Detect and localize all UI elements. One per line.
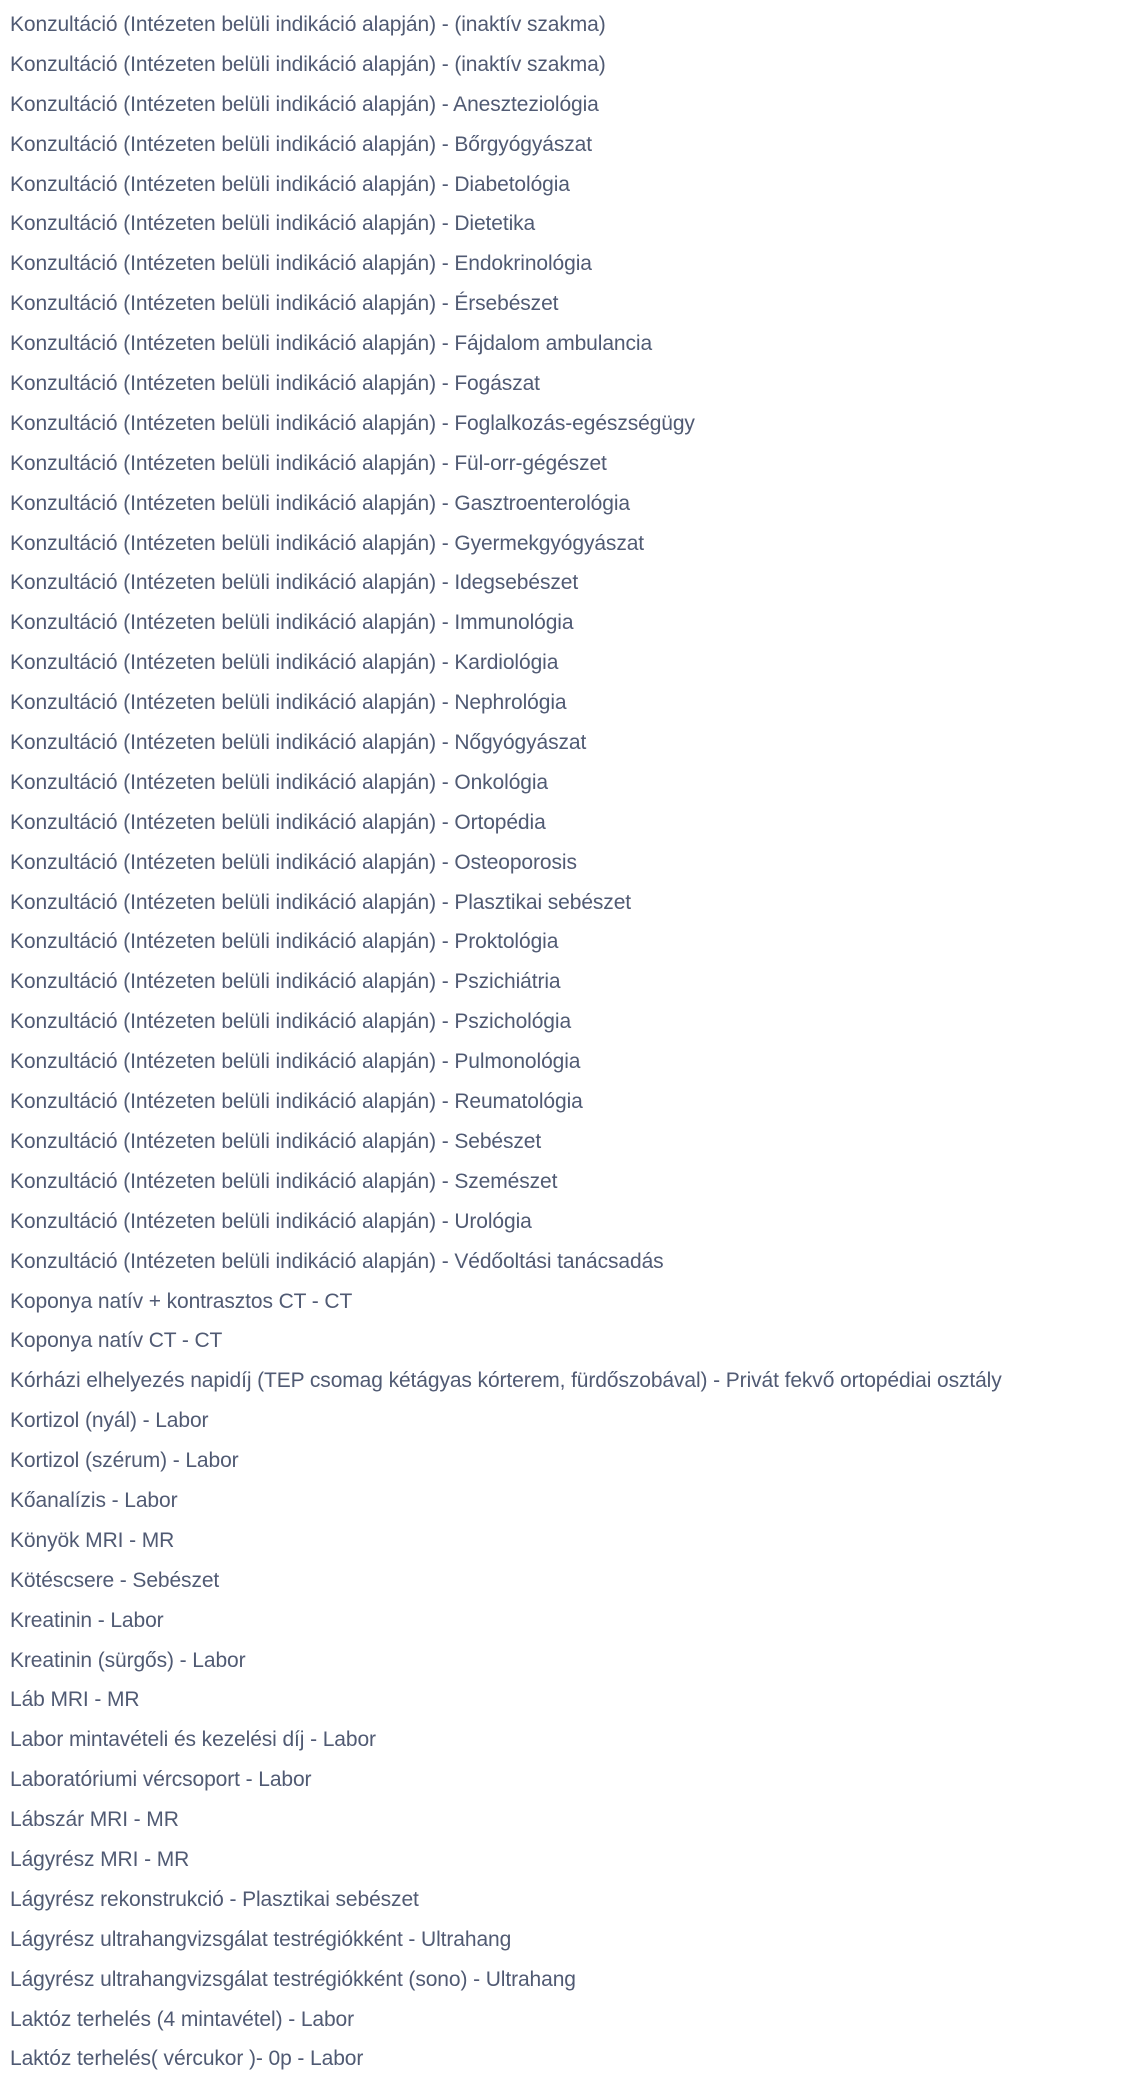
service-list-item[interactable]: Konzultáció (Intézeten belüli indikáció alapján) - Proktológia [10,930,559,954]
service-list-item[interactable]: Kórházi elhelyezés napidíj (TEP csomag kétágyas kórterem, fürdőszobával) - Privát fekvő ortopédiai osztály [10,1369,1002,1393]
service-list-item[interactable]: Lágyrész ultrahangvizsgálat testrégiókként (sono) - Ultrahang [10,1967,576,1991]
service-list-item[interactable]: Konzultáció (Intézeten belüli indikáció alapján) - Plasztikai sebészet [10,890,632,914]
service-list-item[interactable]: Konzultáció (Intézeten belüli indikáció alapján) - Érsebészet [10,292,559,316]
service-list-item[interactable]: Konzultáció (Intézeten belüli indikáció alapján) - Szemészet [10,1169,558,1193]
service-list-item[interactable]: Konzultáció (Intézeten belüli indikáció alapján) - Foglalkozás-egészségügy [10,411,695,435]
service-list-item[interactable]: Konzultáció (Intézeten belüli indikáció alapján) - Pszichológia [10,1010,572,1034]
service-list-item[interactable]: Konzultáció (Intézeten belüli indikáció alapján) - Nőgyógyászat [10,731,587,755]
service-list-item[interactable]: Lágyrész ultrahangvizsgálat testrégiókként - Ultrahang [10,1927,512,1951]
service-list-item[interactable]: Konzultáció (Intézeten belüli indikáció alapján) - Immunológia [10,611,574,635]
service-list-item[interactable]: Konzultáció (Intézeten belüli indikáció alapján) - Ortopédia [10,810,546,834]
service-list-item[interactable]: Labor mintavételi és kezelési díj - Labor [10,1728,376,1752]
service-list-item[interactable]: Laktóz terhelés (4 mintavétel) - Labor [10,2007,355,2031]
service-list-item[interactable]: Lábszár MRI - MR [10,1808,179,1832]
service-list-item[interactable]: Konzultáció (Intézeten belüli indikáció alapján) - Védőoltási tanácsadás [10,1249,664,1273]
service-list-item[interactable]: Konzultáció (Intézeten belüli indikáció alapján) - Kardiológia [10,651,559,675]
service-list-item[interactable]: Konzultáció (Intézeten belüli indikáció alapján) - Endokrinológia [10,252,592,276]
service-list-item[interactable]: Konzultáció (Intézeten belüli indikáció alapján) - Pszichiátria [10,970,561,994]
service-list-item[interactable]: Konzultáció (Intézeten belüli indikáció alapján) - Fül-orr-gégészet [10,451,607,475]
service-list-item[interactable]: Konzultáció (Intézeten belüli indikáció alapján) - Onkológia [10,770,548,794]
service-list-item[interactable]: Kőanalízis - Labor [10,1488,178,1512]
service-list-item[interactable]: Konzultáció (Intézeten belüli indikáció alapján) - Reumatológia [10,1090,583,1114]
service-list-item[interactable]: Konzultáció (Intézeten belüli indikáció alapján) - Pulmonológia [10,1050,581,1074]
service-list-item[interactable]: Konzultáció (Intézeten belüli indikáció alapján) - Diabetológia [10,172,570,196]
service-list-item[interactable]: Koponya natív CT - CT [10,1329,223,1353]
service-list-item[interactable]: Konzultáció (Intézeten belüli indikáció alapján) - (inaktív szakma) [10,52,606,76]
service-list-item[interactable]: Konzultáció (Intézeten belüli indikáció alapján) - Urológia [10,1209,532,1233]
service-list-item[interactable]: Konzultáció (Intézeten belüli indikáció alapján) - Dietetika [10,212,536,236]
service-list-item[interactable]: Lágyrész rekonstrukció - Plasztikai sebészet [10,1887,419,1911]
service-list-item[interactable]: Konzultáció (Intézeten belüli indikáció alapján) - Gyermekgyógyászat [10,531,645,555]
service-list-item[interactable]: Lágyrész MRI - MR [10,1847,190,1871]
service-list-item[interactable]: Konzultáció (Intézeten belüli indikáció alapján) - Aneszteziológia [10,92,599,116]
service-list-item[interactable]: Kreatinin - Labor [10,1608,164,1632]
service-list-item[interactable]: Konzultáció (Intézeten belüli indikáció alapján) - (inaktív szakma) [10,13,606,36]
service-list-item[interactable]: Konzultáció (Intézeten belüli indikáció alapján) - Idegsebészet [10,571,579,595]
service-list-item[interactable]: Kortizol (szérum) - Labor [10,1449,239,1473]
service-list-item[interactable]: Kötéscsere - Sebészet [10,1568,220,1592]
service-list-item[interactable]: Laboratóriumi vércsoport - Labor [10,1768,312,1792]
service-list-item[interactable]: Konzultáció (Intézeten belüli indikáció alapján) - Osteoporosis [10,850,577,874]
service-list-item[interactable]: Kreatinin (sürgős) - Labor [10,1648,246,1672]
service-list-item[interactable]: Konzultáció (Intézeten belüli indikáció alapján) - Nephrológia [10,691,567,715]
service-list-item[interactable]: Konzultáció (Intézeten belüli indikáció alapján) - Bőrgyógyászat [10,132,592,156]
service-list-item[interactable]: Láb MRI - MR [10,1688,140,1712]
service-list [10,6,1123,2080]
service-list-item[interactable]: Konzultáció (Intézeten belüli indikáció alapján) - Sebészet [10,1129,542,1153]
service-list-item[interactable]: Koponya natív + kontrasztos CT - CT [10,1289,353,1313]
service-list-item[interactable]: Konzultáció (Intézeten belüli indikáció alapján) - Fogászat [10,372,540,396]
service-list-item[interactable]: Konzultáció (Intézeten belüli indikáció alapján) - Fájdalom ambulancia [10,332,653,356]
service-list-item[interactable]: Konzultáció (Intézeten belüli indikáció alapján) - Gasztroenterológia [10,491,630,515]
service-list-item[interactable]: Kortizol (nyál) - Labor [10,1409,209,1433]
service-list-item[interactable]: Laktóz terhelés( vércukor )- 0p - Labor [10,2047,364,2071]
service-list-item[interactable]: Könyök MRI - MR [10,1528,175,1552]
